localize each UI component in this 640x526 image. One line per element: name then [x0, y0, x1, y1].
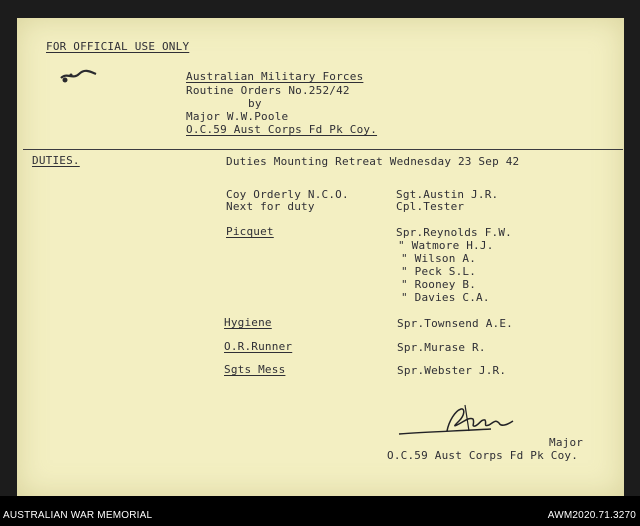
- duties-title: Duties Mounting Retreat Wednesday 23 Sep 42: [226, 155, 520, 168]
- next-duty-name: Cpl.Tester: [396, 200, 465, 213]
- by-line: by: [248, 97, 262, 110]
- divider-rule: [23, 149, 623, 150]
- runner-label: O.R.Runner: [224, 340, 293, 353]
- orderly-label: Coy Orderly N.C.O.: [226, 188, 349, 201]
- runner-name: Spr.Murase R.: [397, 341, 486, 354]
- next-duty-label: Next for duty: [226, 200, 315, 213]
- picquet-name: " Watmore H.J.: [398, 239, 494, 252]
- org-heading: Australian Military Forces: [186, 70, 364, 83]
- picquet-name: Spr.Reynolds F.W.: [396, 226, 512, 239]
- signature-rank: Major: [549, 436, 584, 449]
- mess-name: Spr.Webster J.R.: [397, 364, 507, 377]
- picquet-name: " Peck S.L.: [401, 265, 477, 278]
- footer-source: AUSTRALIAN WAR MEMORIAL: [3, 510, 153, 521]
- picquet-name: " Rooney B.: [401, 278, 477, 291]
- signature-unit: O.C.59 Aust Corps Fd Pk Coy.: [387, 449, 579, 462]
- hygiene-label: Hygiene: [224, 316, 272, 329]
- mess-label: Sgts Mess: [224, 363, 286, 376]
- signature-image: [395, 401, 525, 441]
- document-page: [17, 18, 624, 496]
- footer-accession: AWM2020.71.3270: [547, 510, 636, 521]
- archive-footer: [0, 496, 640, 526]
- picquet-name: " Wilson A.: [401, 252, 477, 265]
- section-heading: DUTIES.: [32, 154, 80, 167]
- picquet-label: Picquet: [226, 225, 274, 238]
- classification-stamp: FOR OFFICIAL USE ONLY: [46, 40, 190, 53]
- picquet-name: " Davies C.A.: [401, 291, 490, 304]
- order-number: Routine Orders No.252/42: [186, 84, 350, 97]
- unit-line: O.C.59 Aust Corps Fd Pk Coy.: [186, 123, 378, 136]
- ink-blot: [59, 66, 99, 86]
- hygiene-name: Spr.Townsend A.E.: [397, 317, 513, 330]
- officer-name: Major W.W.Poole: [186, 110, 289, 123]
- orderly-name: Sgt.Austin J.R.: [396, 188, 499, 201]
